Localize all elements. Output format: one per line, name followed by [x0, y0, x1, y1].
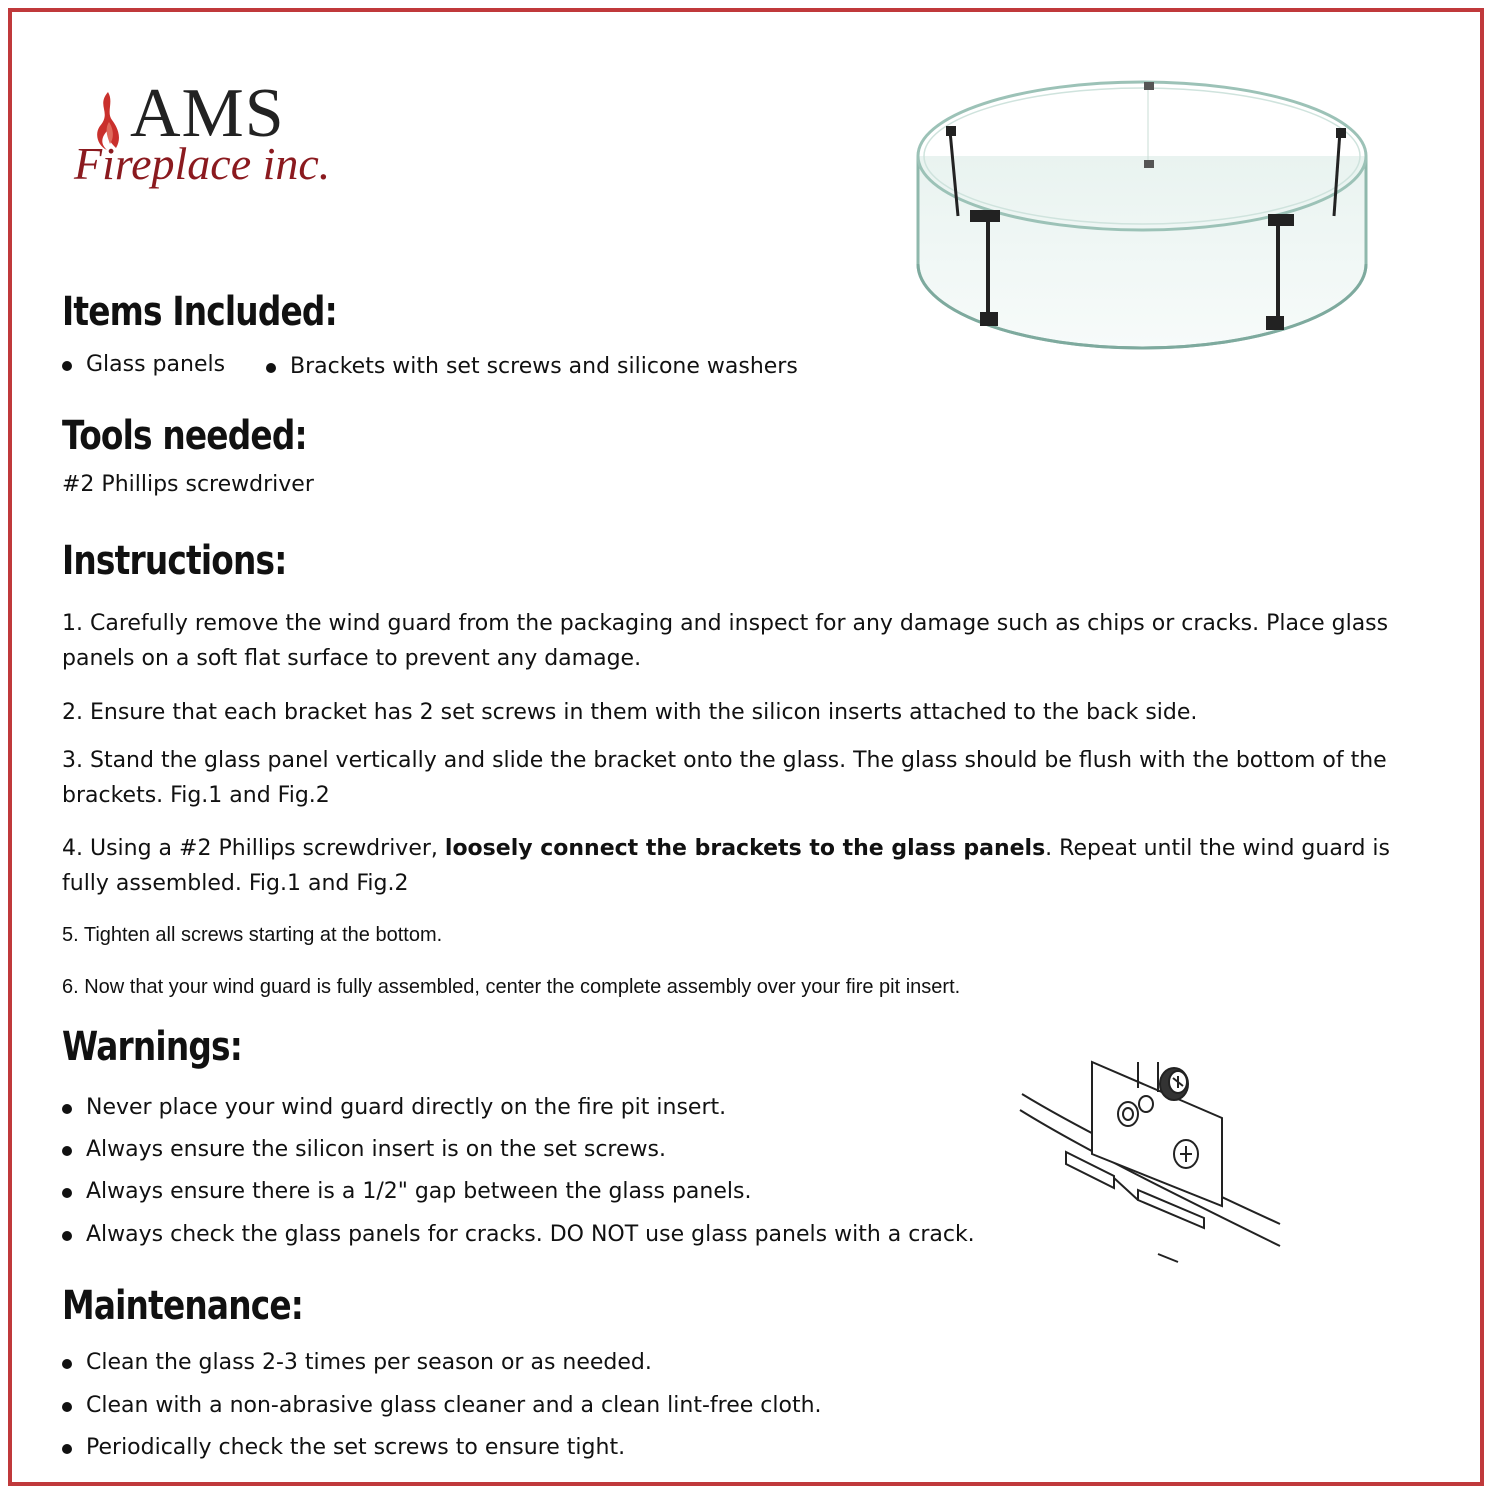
instruction-step-1: 1. Carefully remove the wind guard from the packaging and inspect for any damage such as chips or cracks. Place glass panels on a soft flat surface to prevent any damage.	[62, 611, 1389, 671]
instruction-step-2: 2. Ensure that each bracket has 2 set screws in them with the silicon inserts attached to the back side.	[62, 700, 1198, 725]
warnings-heading: Warnings:	[62, 1024, 243, 1070]
wind-guard-image	[910, 76, 1375, 358]
maintenance-heading: Maintenance:	[62, 1283, 304, 1329]
list-item: Always ensure the silicon insert is on the set screws.	[86, 1135, 666, 1165]
company-logo	[74, 75, 392, 192]
instruction-step-3: 3. Stand the glass panel vertically and slide the bracket onto the glass. The glass should be flush with the bottom of the brackets. Fig.1 and Fig.2	[62, 748, 1387, 808]
instruction-step-4-emphasis: loosely connect the brackets to the glass panels	[444, 836, 1046, 861]
instructions-heading: Instructions:	[62, 538, 287, 584]
instruction-step-4: 4. Using a #2 Phillips screwdriver, loosely connect the brackets to the glass panels. Repeat until the wind guard is fully assembled. Fig.1 and Fig.2	[62, 836, 1391, 896]
list-item: Clean the glass 2-3 times per season or as needed.	[86, 1348, 652, 1378]
instruction-step-6: 6. Now that your wind guard is fully assembled, center the complete assembly over your fire pit insert.	[62, 976, 961, 998]
list-item: Always check the glass panels for cracks. DO NOT use glass panels with a crack.	[86, 1220, 975, 1250]
logo-title: AMS	[130, 75, 285, 152]
list-item: Glass panels	[86, 350, 225, 380]
logo-subtitle: Fireplace inc.	[74, 138, 331, 189]
instruction-step-5: 5. Tighten all screws starting at the bottom.	[62, 924, 443, 946]
list-item: Clean with a non-abrasive glass cleaner and a clean lint-free cloth.	[86, 1391, 822, 1421]
items-heading: Items Included:	[62, 289, 337, 335]
list-item: Brackets with set screws and silicone washers	[290, 352, 798, 382]
list-item: Never place your wind guard directly on the fire pit insert.	[86, 1093, 726, 1123]
tools-text: #2 Phillips screwdriver	[62, 472, 314, 497]
bracket-diagram	[1018, 1058, 1286, 1266]
list-item: Always ensure there is a 1/2" gap between the glass panels.	[86, 1177, 751, 1207]
list-item: Periodically check the set screws to ensure tight.	[86, 1433, 625, 1463]
tools-heading: Tools needed:	[62, 413, 307, 459]
